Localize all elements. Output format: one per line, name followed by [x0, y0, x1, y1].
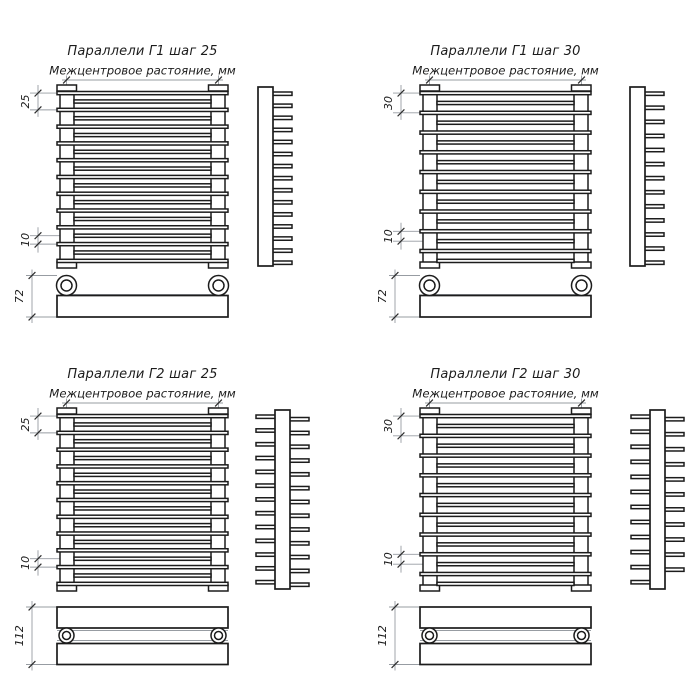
side-tube-right [289, 486, 309, 489]
side-tube-left [256, 525, 276, 528]
back-tube-bar [437, 424, 574, 427]
back-tube-bar [437, 444, 574, 447]
front-tube-bar [57, 415, 228, 418]
side-tube-right [664, 463, 684, 466]
back-tube-bar [74, 574, 211, 577]
offset-dim-value: 10 [19, 555, 32, 570]
side-tube [644, 247, 664, 250]
side-view [258, 87, 292, 266]
side-collector-plate [630, 87, 645, 266]
side-tube [644, 134, 664, 137]
panel-title: Параллели Г2 шаг 30 [430, 367, 581, 382]
side-tube-left [631, 415, 651, 418]
side-tube-left [256, 484, 276, 487]
step-dim-value: 30 [382, 418, 395, 433]
cap [420, 408, 440, 414]
panel-bottom-left [13, 367, 309, 671]
front-tube-bar [57, 125, 228, 128]
back-tube-bar [437, 101, 574, 104]
front-view [420, 408, 591, 591]
front-tube-bar [420, 230, 591, 233]
side-tube-right [664, 523, 684, 526]
back-tube-bar [437, 523, 574, 526]
front-tube-bar [420, 454, 591, 457]
side-tube-left [256, 553, 276, 556]
back-tube-bar [74, 133, 211, 136]
back-tube-bar [74, 234, 211, 237]
back-tube-bar [74, 490, 211, 493]
cap [572, 85, 592, 91]
back-tube-bar [74, 117, 211, 120]
front-tube-bar [420, 92, 591, 95]
depth-dim-value: 72 [376, 289, 389, 304]
front-tube-bar [420, 210, 591, 213]
offset-dim-value: 10 [19, 232, 32, 247]
front-tube-bar [420, 151, 591, 154]
side-tube-right [289, 431, 309, 434]
side-tube-right [664, 568, 684, 571]
cap [57, 85, 77, 91]
side-tube [272, 177, 292, 180]
side-tube-left [631, 581, 651, 584]
side-tube-right [289, 418, 309, 421]
cap [209, 85, 229, 91]
side-view [256, 410, 309, 589]
back-tube-bar [437, 582, 574, 585]
front-tube-bar [420, 415, 591, 418]
back-tube-bar [437, 161, 574, 164]
bottom-tube-row [420, 607, 591, 628]
back-tube-bar [74, 100, 211, 103]
side-collector-plate [258, 87, 273, 266]
depth-dim-value: 72 [13, 289, 26, 304]
collector-pipe-inner [63, 632, 71, 640]
front-tube-bar [57, 448, 228, 451]
side-tube [644, 191, 664, 194]
centers-dim-label: Межцентровое растояние, мм [412, 63, 599, 78]
side-tube-left [256, 429, 276, 432]
side-tube-left [256, 415, 276, 418]
bottom-view [420, 607, 591, 665]
front-tube-bar [57, 515, 228, 518]
front-tube-bar [57, 431, 228, 434]
front-tube-bar [57, 465, 228, 468]
front-tube-bar [420, 513, 591, 516]
centers-dim-label: Межцентровое растояние, мм [49, 386, 236, 401]
front-tube-bar [420, 493, 591, 496]
side-tube-right [289, 542, 309, 545]
back-tube-bar [74, 184, 211, 187]
side-tube-left [631, 430, 651, 433]
side-tube-right [289, 500, 309, 503]
side-tube [272, 152, 292, 155]
side-tube [644, 233, 664, 236]
depth-dim-value: 112 [13, 625, 26, 647]
side-tube [272, 116, 292, 119]
side-tube-left [631, 505, 651, 508]
side-view [631, 410, 684, 589]
cap [57, 408, 77, 414]
bottom-tube-row [420, 644, 591, 665]
side-tube-right [289, 473, 309, 476]
front-tube-bar [57, 582, 228, 585]
back-tube-bar [437, 220, 574, 223]
front-view [57, 85, 228, 268]
side-tube-left [256, 581, 276, 584]
side-tube-left [631, 490, 651, 493]
back-tube-bar [74, 251, 211, 254]
front-view [420, 85, 591, 268]
side-view [630, 87, 664, 266]
offset-dim-value: 10 [382, 229, 395, 244]
back-tube-bar [74, 217, 211, 220]
front-tube-bar [420, 553, 591, 556]
collector-pipe-inner [576, 280, 587, 291]
side-tube-right [664, 478, 684, 481]
side-tube-left [256, 470, 276, 473]
bottom-view [57, 276, 229, 318]
back-tube-bar [437, 180, 574, 183]
cap [420, 85, 440, 91]
side-tube-right [289, 583, 309, 586]
front-tube-bar [420, 111, 591, 114]
side-tube [644, 120, 664, 123]
back-tube-bar [74, 440, 211, 443]
side-tube [272, 164, 292, 167]
side-tube-left [631, 445, 651, 448]
bottom-view [57, 607, 228, 665]
front-tube-bar [57, 159, 228, 162]
back-tube-bar [74, 473, 211, 476]
front-tube-bar [57, 549, 228, 552]
front-tube-bar [420, 170, 591, 173]
front-tube-bar [57, 243, 228, 246]
panel-title: Параллели Г1 шаг 30 [430, 44, 581, 59]
back-tube-bar [74, 540, 211, 543]
front-tube-bar [57, 566, 228, 569]
dimension-lines [26, 76, 223, 324]
bottom-tube-row [420, 296, 591, 318]
back-tube-bar [74, 167, 211, 170]
front-tube-bar [420, 190, 591, 193]
side-collector-plate [275, 410, 290, 589]
front-tube-bar [420, 572, 591, 575]
side-tube-left [256, 443, 276, 446]
side-tube [644, 162, 664, 165]
front-tube-bar [57, 209, 228, 212]
back-tube-bar [437, 259, 574, 262]
front-tube-bar [57, 142, 228, 145]
front-tube-bar [57, 482, 228, 485]
front-tube-bar [57, 259, 228, 262]
side-tube [644, 148, 664, 151]
panel-bottom-right [376, 367, 684, 671]
side-tube [272, 201, 292, 204]
side-tube-right [664, 538, 684, 541]
side-tube-right [664, 508, 684, 511]
side-tube [272, 128, 292, 131]
back-tube-bar [437, 240, 574, 243]
side-tube-right [289, 569, 309, 572]
collector-pipe-inner [213, 280, 224, 291]
side-tube-left [256, 498, 276, 501]
front-tube-bar [420, 434, 591, 437]
side-tube-right [664, 448, 684, 451]
side-tube-left [256, 567, 276, 570]
front-tube-bar [420, 249, 591, 252]
side-tube [644, 261, 664, 264]
front-tube-bar [420, 131, 591, 134]
side-tube-left [256, 539, 276, 542]
side-tube [644, 205, 664, 208]
side-tube [644, 106, 664, 109]
side-tube-left [631, 565, 651, 568]
side-tube-right [664, 433, 684, 436]
side-tube [272, 261, 292, 264]
front-tube-bar [57, 192, 228, 195]
back-tube-bar [437, 200, 574, 203]
side-tube-right [664, 493, 684, 496]
side-tube-right [289, 528, 309, 531]
side-tube [272, 140, 292, 143]
back-tube-bar [74, 557, 211, 560]
back-tube-bar [74, 423, 211, 426]
side-tube-left [631, 520, 651, 523]
panel-top-right [376, 44, 664, 323]
collector-pipe-inner [61, 280, 72, 291]
side-tube-right [289, 459, 309, 462]
side-tube [644, 219, 664, 222]
back-tube-bar [74, 456, 211, 459]
side-tube [272, 92, 292, 95]
side-tube-right [289, 514, 309, 517]
side-tube [272, 104, 292, 107]
side-tube-left [256, 512, 276, 515]
step-dim-value: 25 [19, 94, 32, 109]
front-tube-bar [57, 175, 228, 178]
side-tube-left [256, 456, 276, 459]
front-tube-bar [420, 474, 591, 477]
back-tube-bar [437, 484, 574, 487]
back-tube-bar [437, 121, 574, 124]
front-tube-bar [57, 532, 228, 535]
collector-pipe-inner [424, 280, 435, 291]
side-tube [272, 249, 292, 252]
back-tube-bar [437, 543, 574, 546]
bottom-tube-row [57, 607, 228, 628]
centers-dim-label: Межцентровое растояние, мм [412, 386, 599, 401]
cap [209, 408, 229, 414]
front-tube-bar [57, 226, 228, 229]
back-tube-bar [74, 150, 211, 153]
back-tube-bar [437, 141, 574, 144]
offset-dim-value: 10 [382, 552, 395, 567]
side-tube [272, 213, 292, 216]
panel-title: Параллели Г2 шаг 25 [67, 367, 218, 382]
side-tube-left [631, 550, 651, 553]
side-tube-left [631, 535, 651, 538]
bottom-tube-row [57, 296, 228, 318]
side-tube-right [664, 553, 684, 556]
collector-pipe-inner [426, 632, 434, 640]
side-tube-right [664, 418, 684, 421]
side-tube-right [289, 445, 309, 448]
bottom-view [420, 276, 592, 318]
centers-dim-label: Межцентровое растояние, мм [49, 63, 236, 78]
back-tube-bar [437, 464, 574, 467]
back-tube-bar [74, 524, 211, 527]
bottom-tube-row [57, 644, 228, 665]
step-dim-value: 25 [19, 417, 32, 432]
side-tube [272, 189, 292, 192]
depth-dim-value: 112 [376, 625, 389, 647]
front-tube-bar [57, 108, 228, 111]
front-tube-bar [57, 498, 228, 501]
front-view [57, 408, 228, 591]
cap [572, 408, 592, 414]
collector-pipe-inner [215, 632, 223, 640]
back-tube-bar [437, 503, 574, 506]
panel-title: Параллели Г1 шаг 25 [67, 44, 218, 59]
side-tube-right [289, 555, 309, 558]
back-tube-bar [74, 201, 211, 204]
side-tube [272, 237, 292, 240]
step-dim-value: 30 [382, 95, 395, 110]
collector-pipe-inner [578, 632, 586, 640]
side-tube [644, 92, 664, 95]
side-collector-plate [650, 410, 665, 589]
panel-top-left [13, 44, 292, 323]
side-tube-left [631, 475, 651, 478]
side-tube [644, 177, 664, 180]
back-tube-bar [437, 563, 574, 566]
side-tube-left [631, 460, 651, 463]
front-tube-bar [420, 533, 591, 536]
side-tube [272, 225, 292, 228]
front-tube-bar [57, 92, 228, 95]
back-tube-bar [74, 507, 211, 510]
